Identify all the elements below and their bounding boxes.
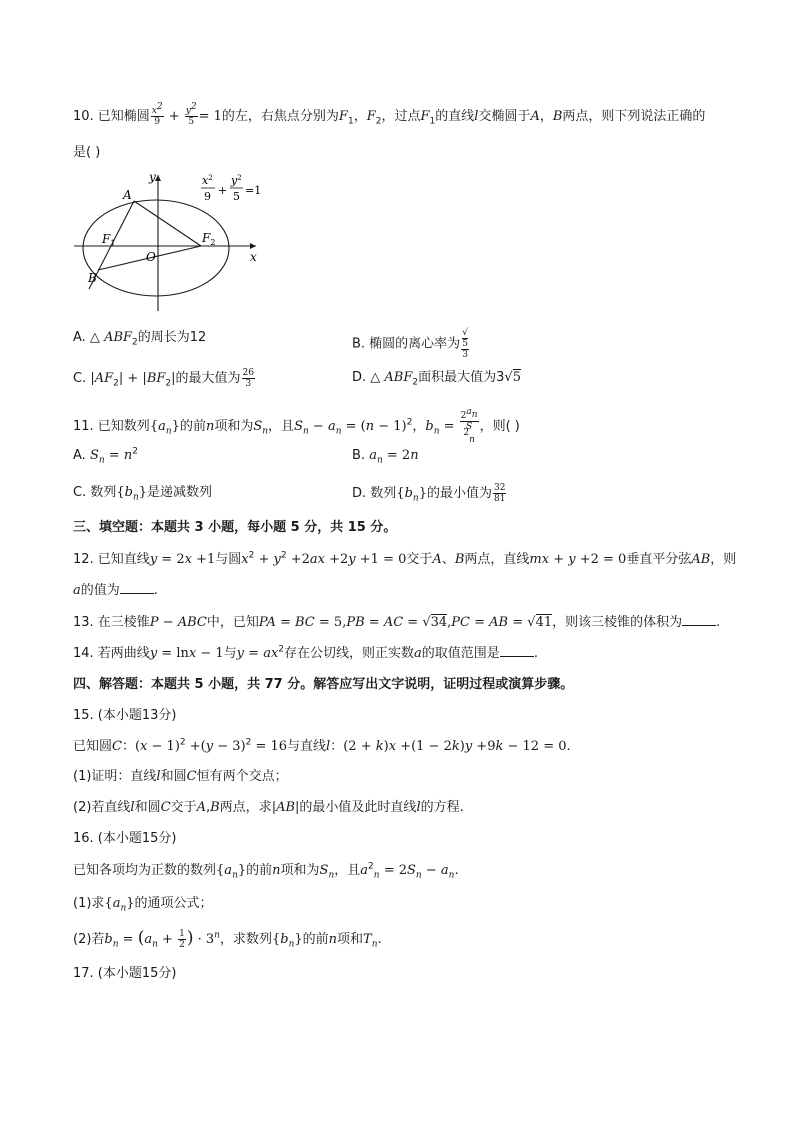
label-B: B bbox=[88, 271, 97, 285]
q12-line2: a的值为 . bbox=[73, 583, 158, 598]
q14-line: 14. 若两曲线y = lnx − 1与$y = ax^2$存在公切线，则正实数a的取值范围是 . bbox=[73, 644, 538, 661]
q10-option-d[interactable]: D. △ $ABF_2$面积最大值为3√5 bbox=[352, 370, 521, 388]
q15-part2: (2)若直线l和圆C交于A,B两点，求|AB|的最小值及此时直线l的方程. bbox=[73, 800, 464, 815]
label-O: O bbox=[146, 250, 156, 264]
q10-option-c[interactable]: C. $|AF_2| + |BF_2|$的最大值为 $\frac{26}{3}$ bbox=[73, 368, 254, 389]
q12-answer-blank[interactable] bbox=[120, 581, 154, 594]
q10-line1: 10. 已知椭圆 $\frac{x^2}{9}$ + $\frac{y^2}{5}$ = 1的左，右焦点分别为$F_1$，$F_2$，过点$F_1$的直线l交椭圆于A，B两点，则下列说法正确的 bbox=[73, 102, 706, 127]
q11-option-b[interactable]: B. $a_n = 2n$ bbox=[352, 448, 419, 466]
x-arrow bbox=[250, 243, 256, 249]
q15-heading: 15. (本小题13分) bbox=[73, 708, 177, 723]
label-F1: $F_1$ bbox=[102, 232, 116, 248]
q13-line: 13. 在三棱锥P − ABC中，已知PA = BC = 5,PB = AC = √34,PC = AB = √41，则该三棱锥的体积为 . bbox=[73, 615, 721, 630]
q15-line1: 已知圆C：$(x - 1)^2 +(y - 3)^2 = 16$与直线l：(2 + k)x +(1 − 2k)y +9k − 12 = 0. bbox=[73, 737, 571, 754]
y-arrow bbox=[155, 175, 161, 181]
q16-part2: (2)若$b_n = (a_n$ + $\frac{1}{2}$ ) · $3^n$，求数列$\{b_n\}$的前n项和$T_n$. bbox=[73, 928, 382, 950]
segment-AF2 bbox=[134, 201, 201, 246]
q17-heading: 17. (本小题15分) bbox=[73, 966, 177, 981]
q11-option-d[interactable]: D. 数列$\{b_n\}$的最小值为 $\frac{32}{81}$ bbox=[352, 483, 506, 504]
svg-text:+: + bbox=[218, 184, 228, 197]
section-4-heading: 四、解答题：本题共 5 小题，共 77 分。解答应写出文字说明，证明过程或演算步骤。 bbox=[73, 677, 574, 692]
q14-answer-blank[interactable] bbox=[500, 644, 534, 657]
ellipse-curve bbox=[83, 200, 229, 296]
q13-answer-blank[interactable] bbox=[682, 613, 716, 626]
q16-heading: 16. (本小题15分) bbox=[73, 831, 177, 846]
q11-line1: 11. 已知数列$\{a_n\}$的前n项和为$S_n$，且$S_n - a_n = (n - 1)^2$，$b_n$ = $2^{a_n}$ S $^2_n$ ，则( ) bbox=[73, 407, 520, 445]
label-x: x bbox=[250, 250, 257, 264]
q16-line1: 已知各项均为正数的数列$\{a_n\}$的前n项和为$S_n$，且$a^2_n = 2S_n - a_n$. bbox=[73, 861, 459, 881]
svg-text:9: 9 bbox=[204, 190, 211, 203]
label-A: A bbox=[123, 188, 132, 202]
q11-option-c[interactable]: C. 数列$\{b_n\}$是递减数列 bbox=[73, 485, 213, 503]
q15-part1: (1)证明：直线l和圆C恒有两个交点； bbox=[73, 769, 288, 784]
svg-text:y2: $y^2$ bbox=[231, 174, 242, 187]
svg-text:5: 5 bbox=[233, 190, 240, 203]
q10-option-b[interactable]: B. 椭圆的离心率为 √ 5 3 bbox=[352, 328, 468, 360]
q12-line1: 12. 已知直线y = 2x +1与圆$x^2 + y^2 +2ax +2y +1 = 0$交于A、B两点，直线mx + y +2 = 0垂直平分弦AB，则 bbox=[73, 550, 737, 567]
q10-option-a[interactable]: A. △ $ABF_2$的周长为12 bbox=[73, 330, 207, 348]
q16-part1: (1)求$\{a_n\}$的通项公式； bbox=[73, 896, 213, 914]
label-y: y bbox=[149, 170, 156, 184]
svg-text:x2: $x^2$ bbox=[202, 174, 213, 187]
q11-option-a[interactable]: A. $S_n = n^2$ bbox=[73, 446, 138, 466]
q10-line2: 是( ) bbox=[73, 145, 101, 160]
ellipse-figure bbox=[70, 165, 280, 315]
section-3-heading: 三、填空题：本题共 3 小题，每小题 5 分，共 15 分。 bbox=[73, 520, 397, 535]
svg-text:=1: =1 bbox=[245, 184, 262, 197]
label-F2: $F_2$ bbox=[202, 231, 216, 247]
